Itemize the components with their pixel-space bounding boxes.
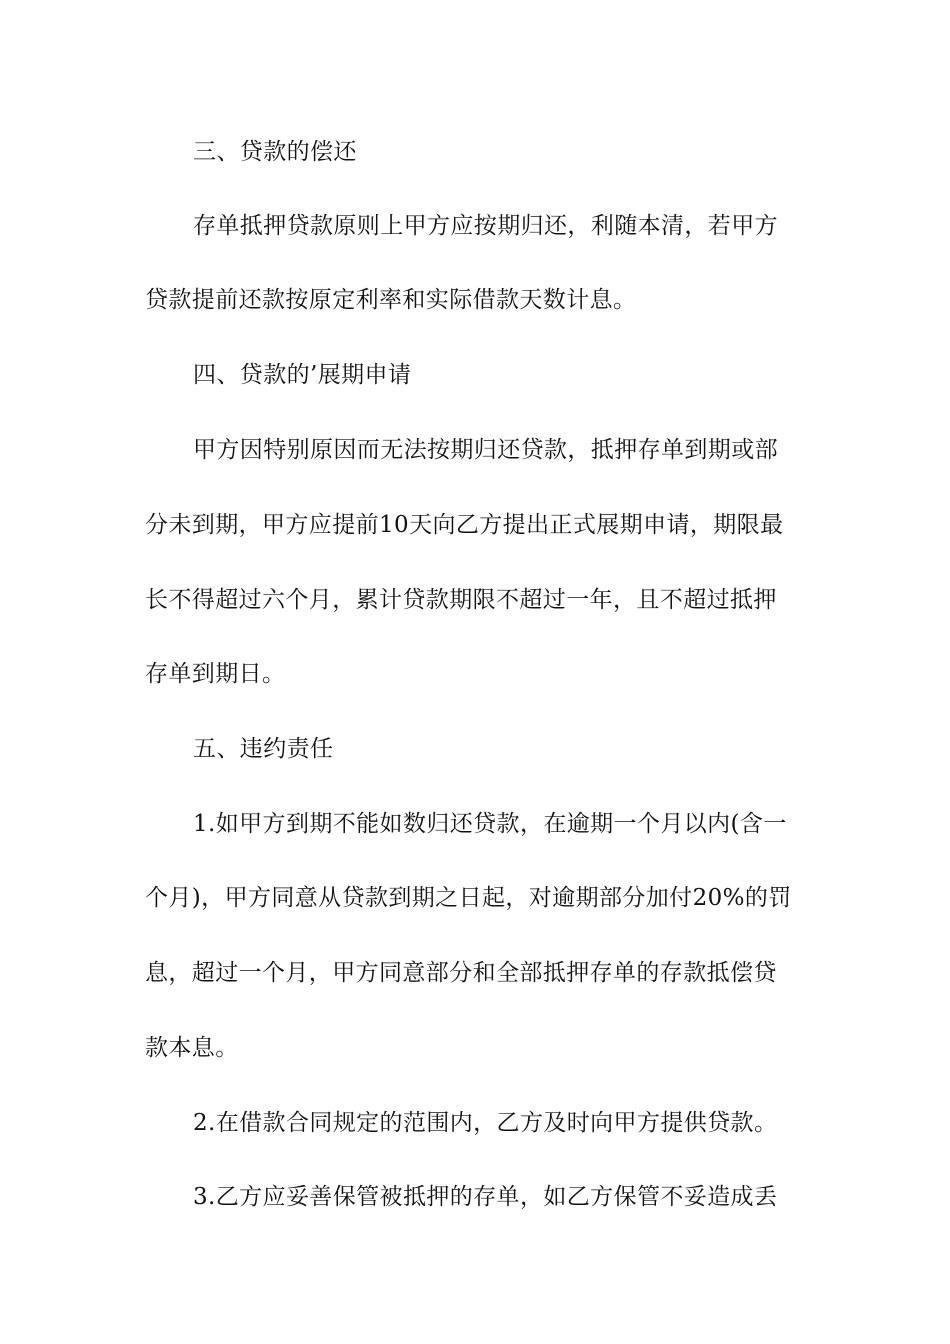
paragraph-line: 甲方因特别原因而无法按期归还贷款，抵押存单到期或部 <box>193 437 778 463</box>
section-heading-liability: 五、违约责任 <box>193 736 334 762</box>
paragraph-line: 款本息。 <box>145 1035 239 1061</box>
paragraph-line: 1.如甲方到期不能如数归还贷款，在逾期一个月以内(含一 <box>193 811 787 837</box>
paragraph-line: 个月)，甲方同意从贷款到期之日起，对逾期部分加付20%的罚 <box>145 885 792 911</box>
paragraph-line: 息，超过一个月，甲方同意部分和全部抵押存单的存款抵偿贷 <box>145 960 777 986</box>
section-heading-extension: 四、贷款的’展期申请 <box>193 362 412 388</box>
paragraph-line: 存单到期日。 <box>145 661 286 687</box>
section-heading-repayment: 三、贷款的偿还 <box>193 139 357 165</box>
paragraph-line: 长不得超过六个月，累计贷款期限不超过一年，且不超过抵押 <box>145 587 777 613</box>
paragraph-line: 2.在借款合同规定的范围内，乙方及时向甲方提供贷款。 <box>193 1110 778 1136</box>
paragraph-line: 存单抵押贷款原则上甲方应按期归还，利随本清，若甲方 <box>193 213 778 239</box>
paragraph-line: 3.乙方应妥善保管被抵押的存单，如乙方保管不妥造成丢 <box>193 1184 778 1210</box>
paragraph-line: 贷款提前还款按原定利率和实际借款天数计息。 <box>145 287 637 313</box>
paragraph-line: 分未到期，甲方应提前10天向乙方提出正式展期申请，期限最 <box>145 512 784 538</box>
